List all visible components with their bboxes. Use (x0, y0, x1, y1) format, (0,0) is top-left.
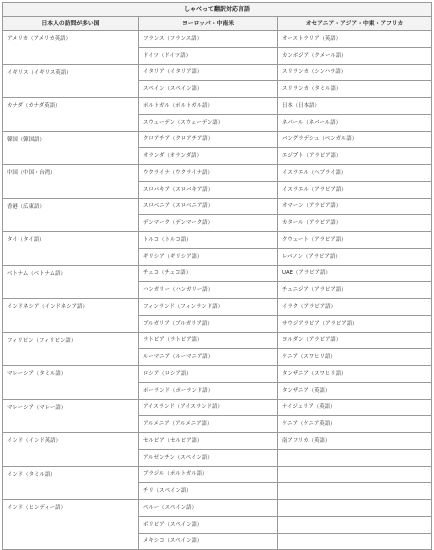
europe-latam-cell: ロシア（ロシア語） (139, 366, 278, 383)
oceania-asia-africa-cell: カタール（アラビア語） (278, 215, 432, 232)
column-header-oceania-asia-mideast-africa: オセアニア・アジア・中東・アフリカ (278, 17, 432, 31)
country-cell: 中国（中国・台湾） (3, 165, 139, 199)
europe-latam-cell: ペルー（スペイン語） (139, 500, 278, 517)
europe-latam-cell: ボリビア（スペイン語） (139, 516, 278, 533)
oceania-asia-africa-cell (278, 533, 432, 550)
oceania-asia-africa-cell: カンボジア（クメール語） (278, 47, 432, 64)
europe-latam-cell: チリ（スペイン語） (139, 483, 278, 500)
oceania-asia-africa-cell (278, 466, 432, 483)
country-cell: 韓国（韓国語） (3, 131, 139, 165)
oceania-asia-africa-cell (278, 500, 432, 517)
europe-latam-cell: スウェーデン（スウェーデン語） (139, 114, 278, 131)
table-row (3, 299, 432, 316)
country-cell: アメリカ（アメリカ英語） (3, 31, 139, 65)
country-cell: フィリピン（フィリピン語） (3, 332, 139, 366)
oceania-asia-africa-cell: ネパール（ネパール語） (278, 114, 432, 131)
table-row (3, 433, 432, 450)
oceania-asia-africa-cell: スリランカ（タミル語） (278, 81, 432, 98)
country-cell: ベトナム（ベトナム語） (3, 265, 139, 299)
europe-latam-cell: フランス（フランス語） (139, 31, 278, 48)
oceania-asia-africa-cell: タンザニア（スワヒリ語） (278, 366, 432, 383)
oceania-asia-africa-cell: チュニジア（アラビア語） (278, 282, 432, 299)
country-cell: マレーシア（マレー語） (3, 399, 139, 433)
europe-latam-cell: ハンガリー（ハンガリー語） (139, 282, 278, 299)
europe-latam-cell: チェコ（チェコ語） (139, 265, 278, 282)
country-cell: タイ（タイ語） (3, 232, 139, 266)
europe-latam-cell: ブラジル（ポルトガル語） (139, 466, 278, 483)
oceania-asia-africa-cell (278, 483, 432, 500)
europe-latam-cell: アルメニア（アルメニア語） (139, 416, 278, 433)
oceania-asia-africa-cell: 日本（日本語） (278, 98, 432, 115)
table-row (3, 232, 432, 249)
country-cell: 香港（広東語） (3, 198, 139, 232)
table-row (3, 466, 432, 483)
table-row (3, 31, 432, 48)
europe-latam-cell: ポルトガル（ポルトガル語） (139, 98, 278, 115)
table-row (3, 131, 432, 148)
europe-latam-cell: トルコ（トルコ語） (139, 232, 278, 249)
europe-latam-cell: フィンランド（フィンランド語） (139, 299, 278, 316)
country-cell: イギリス（イギリス英語） (3, 64, 139, 98)
europe-latam-cell: ルーマニア（ルーマニア語） (139, 349, 278, 366)
column-header-japan-visitors: 日本人の訪問が多い国 (3, 17, 139, 31)
country-cell: マレーシア（タミル語） (3, 366, 139, 400)
oceania-asia-africa-cell: 南アフリカ（英語） (278, 433, 432, 450)
table-row (3, 500, 432, 517)
europe-latam-cell: スロバキア（スロバキア語） (139, 181, 278, 198)
table-row (3, 98, 432, 115)
country-cell: インド（ヒンディー語） (3, 500, 139, 550)
oceania-asia-africa-cell: スリランカ（シンハラ語） (278, 64, 432, 81)
europe-latam-cell: スペイン（スペイン語） (139, 81, 278, 98)
europe-latam-cell: メキシコ（スペイン語） (139, 533, 278, 550)
europe-latam-cell: ブルガリア（ブルガリア語） (139, 315, 278, 332)
table-row (3, 366, 432, 383)
table-body (3, 31, 432, 550)
oceania-asia-africa-cell (278, 449, 432, 466)
oceania-asia-africa-cell: バングラデシュ（ベンガル語） (278, 131, 432, 148)
europe-latam-cell: ギリシア（ギリシア語） (139, 248, 278, 265)
oceania-asia-africa-cell: オマーン（アラビア語） (278, 198, 432, 215)
table-row (3, 332, 432, 349)
country-cell: インドネシア（インドネシア語） (3, 299, 139, 333)
oceania-asia-africa-cell: イラク（アラビア語） (278, 299, 432, 316)
europe-latam-cell: デンマーク（デンマーク語） (139, 215, 278, 232)
oceania-asia-africa-cell: エジプト（アラビア語） (278, 148, 432, 165)
europe-latam-cell: アイスランド（アイスランド語） (139, 399, 278, 416)
oceania-asia-africa-cell: オーストラリア（英語） (278, 31, 432, 48)
table-row (3, 265, 432, 282)
europe-latam-cell: アルゼンチン（スペイン語） (139, 449, 278, 466)
europe-latam-cell: クロアチア（クロアチア語） (139, 131, 278, 148)
column-header-europe-latin-america: ヨーロッパ・中南米 (139, 17, 278, 31)
table-row (3, 165, 432, 182)
europe-latam-cell: イタリア（イタリア語） (139, 64, 278, 81)
country-cell: カナダ（カナダ英語） (3, 98, 139, 132)
oceania-asia-africa-cell: ナイジェリア（英語） (278, 399, 432, 416)
oceania-asia-africa-cell: ケニア（スワヒリ語） (278, 349, 432, 366)
oceania-asia-africa-cell: ケニア（ケニア英語） (278, 416, 432, 433)
europe-latam-cell: スロベニア（スロベニア語） (139, 198, 278, 215)
europe-latam-cell: ラトビア（ラトビア語） (139, 332, 278, 349)
language-table (2, 2, 432, 550)
europe-latam-cell: ポーランド（ポーランド語） (139, 382, 278, 399)
europe-latam-cell: ドイツ（ドイツ語） (139, 47, 278, 64)
table-row (3, 198, 432, 215)
oceania-asia-africa-cell (278, 516, 432, 533)
oceania-asia-africa-cell: ヨルダン（アラビア語） (278, 332, 432, 349)
oceania-asia-africa-cell: UAE（アラビア語） (278, 265, 432, 282)
oceania-asia-africa-cell: サウジアラビア（アラビア語） (278, 315, 432, 332)
europe-latam-cell: オランダ（オランダ語） (139, 148, 278, 165)
table-row (3, 64, 432, 81)
country-cell: インド（タミル語） (3, 466, 139, 500)
europe-latam-cell: セルビア（セルビア語） (139, 433, 278, 450)
oceania-asia-africa-cell: レバノン（アラビア語） (278, 248, 432, 265)
country-cell: インド（インド英語） (3, 433, 139, 467)
table-title: しゃべって翻訳対応言語 (3, 3, 432, 17)
oceania-asia-africa-cell: クウェート（アラビア語） (278, 232, 432, 249)
europe-latam-cell: ウクライナ（ウクライナ語） (139, 165, 278, 182)
oceania-asia-africa-cell: タンザニア（英語） (278, 382, 432, 399)
oceania-asia-africa-cell: イスラエル（アラビア語） (278, 181, 432, 198)
table-row (3, 399, 432, 416)
oceania-asia-africa-cell: イスラエル（ヘブライ語） (278, 165, 432, 182)
